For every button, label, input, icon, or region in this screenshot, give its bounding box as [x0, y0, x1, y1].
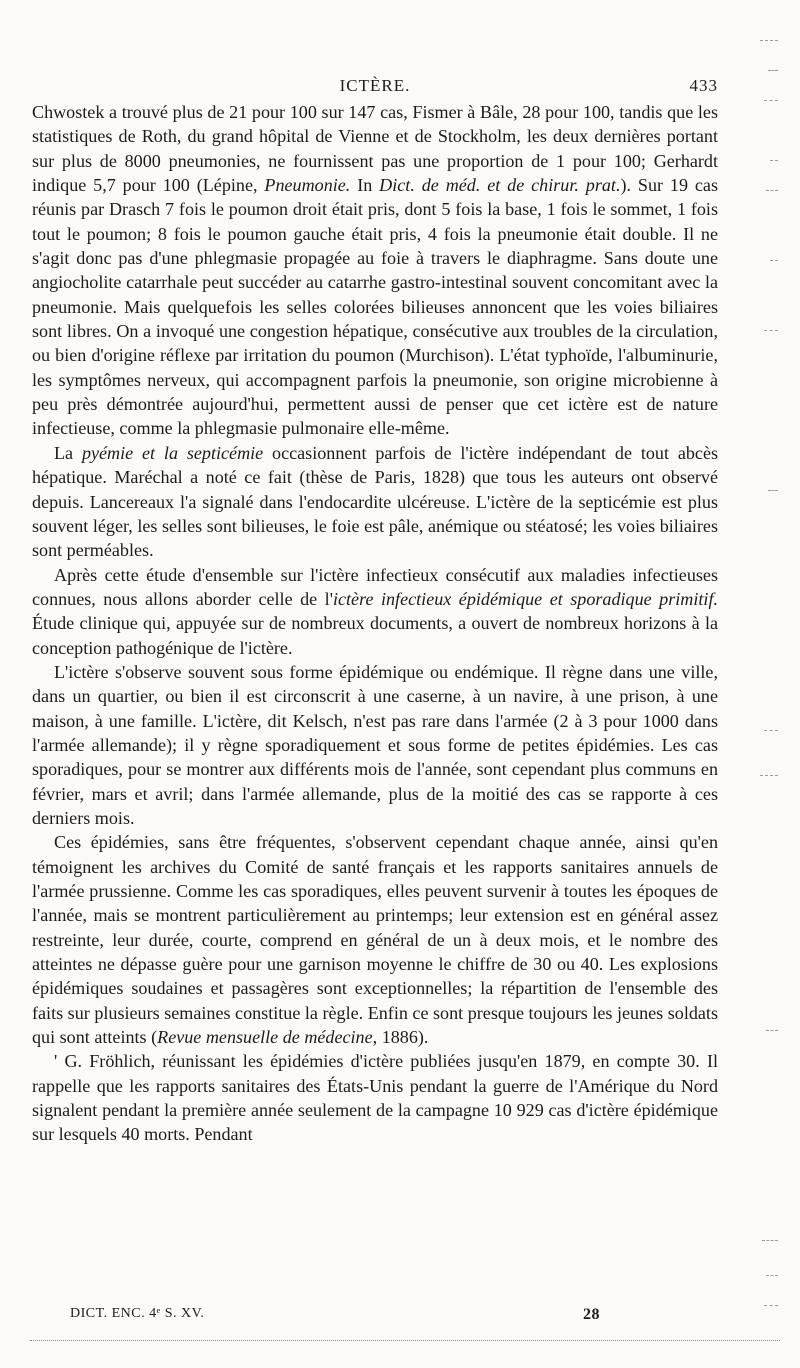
italic-run: Pneumonie.: [264, 175, 351, 196]
running-title: ICTÈRE.: [339, 76, 411, 95]
text-run: La: [54, 442, 82, 463]
text-run: Étude clinique qui, appuyée sur de nombreux documents, a ouvert de nombreux horizons à la conception pathogénique de l'ictère.: [32, 613, 718, 658]
footnote: [32, 1049, 718, 1146]
text-run: In: [350, 175, 380, 196]
scan-margin-artifacts: [738, 30, 778, 1320]
paragraph: [32, 100, 718, 441]
italic-run: ictère infectieux épidémique et sporadique primitif.: [332, 588, 718, 609]
italic-run: pyémie et la septicémie: [81, 442, 264, 463]
text-run: occasionnent parfois de l'ictère indépendant de tout abcès hépatique. Maréchal a noté ce fait (thèse de Paris, 1828) que tous les auteurs ont observé depuis. Lancereaux l'a signalé dans l'endocardite ulcéreuse. L'ictère de la septicémie est plus souvent léger, les selles sont bilieuses, le foie est pâle, anémique ou stéatosé; les voies biliaires sont perméables.: [32, 442, 719, 561]
paragraph: [32, 441, 718, 563]
running-header: [32, 76, 718, 100]
paragraph: [32, 563, 718, 660]
text-run: Après cette étude d'ensemble sur l'ictère infectieux consécutif aux maladies infectieuses connues, nous allons aborder celle de l': [32, 564, 718, 609]
sheet-number: 28: [583, 1306, 600, 1323]
text-run: L'ictère s'observe souvent sous forme épidémique ou endémique. Il règne dans une ville, dans un quartier, ou bien il est circonscrit à une caserne, à un navire, à une prison, à une maison, à une famille. L'ictère, dit Kelsch, n'est pas rare dans l'armée (2 à 3 pour 1000 dans l'armée allemande); il y règne sporadiquement et sous forme de petites épidémies. Les cas sporadiques, pour se montrer aux différents mois de l'année, sont cependant plus communs en février, mars et avril; dans l'armée allemande, plus de la moitié des cas se rapporte à ces derniers mois.: [32, 661, 718, 828]
italic-run: Revue mensuelle de médecine: [157, 1027, 373, 1048]
body-text: [32, 100, 718, 1147]
text-run: ' G. Fröhlich, réunissant les épidémies d'ictère publiées jusqu'en 1879, en compte 30. Il rappelle que les rapports sanitaires des États-Unis pendant la guerre de l'Amérique du Nord signalent pendant la première année seulement de la campagne 10 929 cas d'ictère épidémique sur lesquels 40 morts. Pendant: [32, 1051, 718, 1145]
page-number: 433: [689, 76, 718, 95]
signature-mark: DICT. ENC. 4ᵉ S. XV.: [70, 1306, 205, 1321]
paragraph: [32, 660, 718, 830]
text-run: Chwostek a trouvé plus de 21 pour 100 sur 147 cas, Fismer à Bâle, 28 pour 100, tandis que les statistiques de Roth, du grand hôpital de Vienne et de Stockholm, les deux dernières portant sur plus de 8000 pneumonies, ne fournissent pas une proportion de 1 pour 100; Gerhardt indique 5,7 pour 100 (Lépine,: [32, 102, 718, 196]
text-run: ). Sur 19 cas réunis par Drasch 7 fois le poumon droit était pris, dont 5 fois la base, 1 fois le sommet, 1 fois tout le poumon; 8 fois le poumon gauche était pris, 4 fois la pneumonie était double. Il ne s'agit donc pas d'une phlegmasie propagée au foie à travers le diaphragme. Sans doute une angiocholite catarrhale peut succéder au catarrhe gastro-intestinal souvent concomitant avec la pneumonie. Mais quelquefois les selles colorées bilieuses annoncent que les voies biliaires sont libres. On a invoqué une congestion hépatique, consécutive aux troubles de la circulation, ou bien d'origine réflexe par irritation du poumon (Murchison). L'état typhoïde, l'albuminurie, les symptômes nerveux, qui accompagnent parfois la pneumonie, son origine microbienne à peu près démontrée aujourd'hui, permettent aussi de penser que cet ictère est de nature infectieuse, comme la phlegmasie pulmonaire elle-même.: [32, 175, 718, 439]
text-run: , 1886).: [372, 1027, 429, 1048]
page-footer: [70, 1306, 600, 1328]
paragraph: [32, 830, 718, 1049]
scan-bottom-rule: [30, 1340, 780, 1341]
italic-run: Dict. de méd. et de chirur. prat.: [379, 175, 621, 196]
text-run: Ces épidémies, sans être fréquentes, s'observent cependant chaque année, ainsi qu'en témoignent les archives du Comité de santé français et les rapports sanitaires annuels de l'armée prussienne. Comme les cas sporadiques, elles peuvent survenir à toutes les époques de l'année, mais se montrent particulièrement au printemps; leur extension est en général assez restreinte, leur durée, courte, comprend en général de un à deux mois, et le nombre des atteintes ne dépasse guère pour une garnison moyenne le chiffre de 30 ou 40. Les explosions épidémiques soudaines et passagères sont exceptionnelles; la répartition de l'ensemble des faits sur plusieurs semaines constitue la règle. Enfin ce sont presque toujours les jeunes soldats qui sont atteints (: [32, 832, 718, 1048]
